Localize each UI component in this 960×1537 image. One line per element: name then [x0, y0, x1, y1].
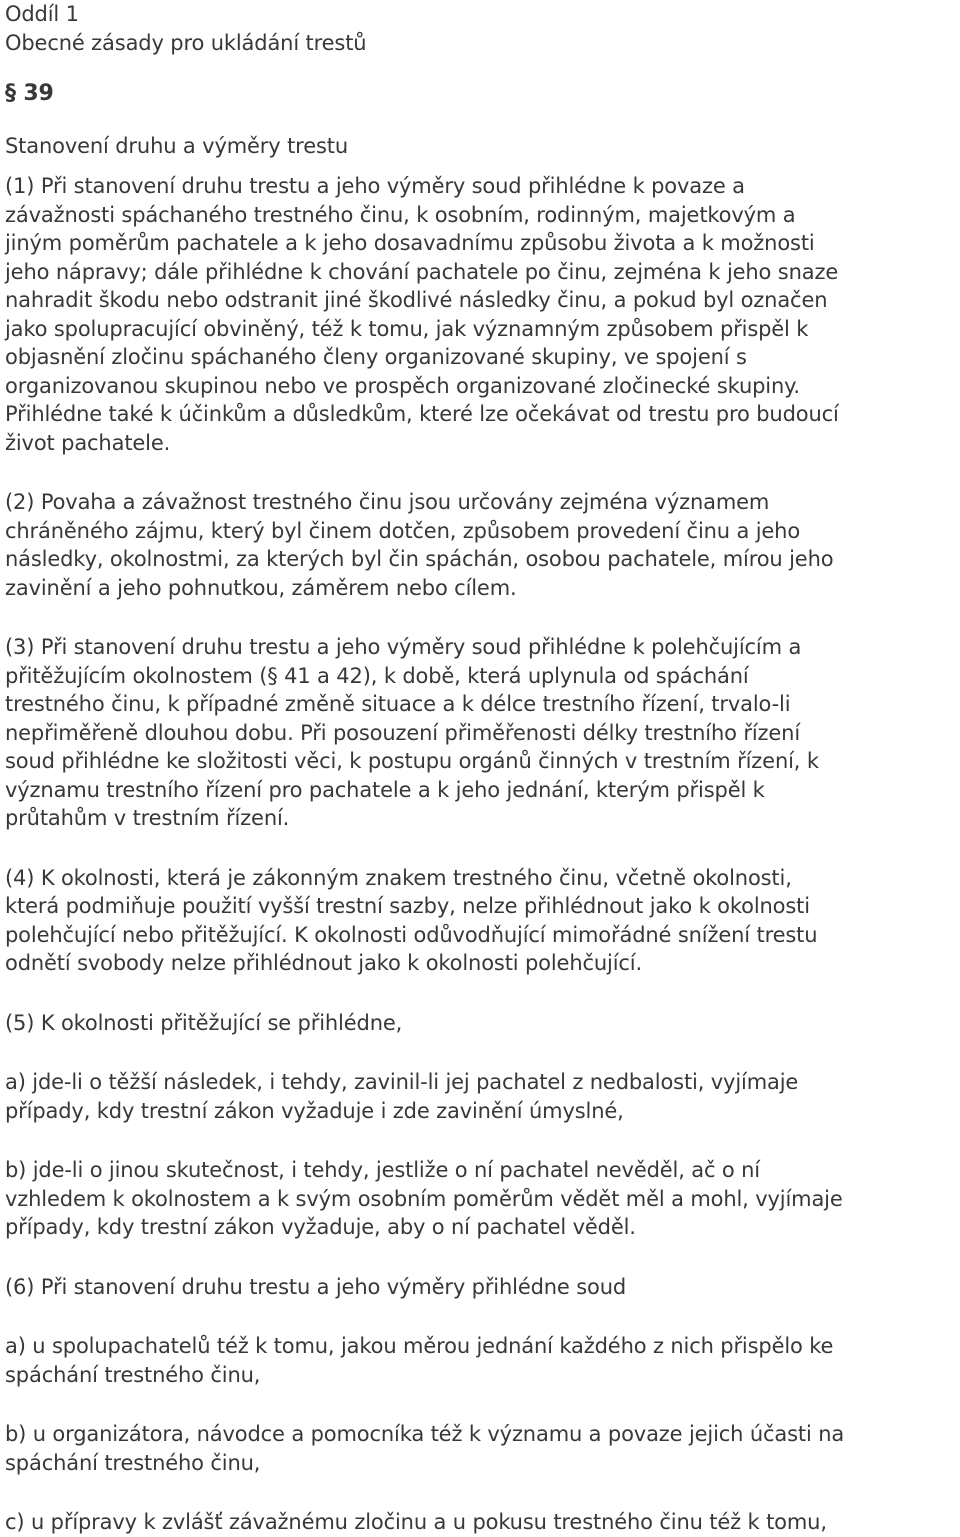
paragraph-line: nahradit škodu nebo odstranit jiné škodlivé následky činu, a pokud byl označen	[5, 288, 828, 312]
paragraph	[5, 1420, 957, 1477]
section-title: Stanovení druhu a výměry trestu	[5, 133, 348, 158]
paragraph-line: b) u organizátora, návodce a pomocníka též k významu a povaze jejich účasti na	[5, 1422, 845, 1446]
paragraph-line: významu trestního řízení pro pachatele a k jeho jednání, kterým přispěl k	[5, 777, 765, 802]
paragraph-line: případy, kdy trestní zákon vyžaduje, aby o ní pachatel věděl.	[5, 1215, 636, 1239]
paragraph-line: případy, kdy trestní zákon vyžaduje i zde zavinění úmyslné,	[5, 1098, 624, 1123]
paragraph-line: která podmiňuje použití vyšší trestní sazby, nelze přihlédnout jako k okolnosti	[5, 894, 810, 918]
part-heading: Oddíl 1	[5, 2, 79, 26]
paragraph-line: nepřiměřeně dlouhou dobu. Při posouzení přiměřenosti délky trestního řízení	[5, 720, 801, 745]
paragraph-line: a) u spolupachatelů též k tomu, jakou měrou jednání každého z nich přispělo ke	[5, 1334, 834, 1358]
paragraph-line: (1) Při stanovení druhu trestu a jeho výměry soud přihlédne k povaze a	[5, 174, 745, 198]
paragraph-line: b) jde-li o jinou skutečnost, i tehdy, jestliže o ní pachatel nevěděl, ač o ní	[5, 1158, 760, 1182]
paragraph-line: zavinění a jeho pohnutkou, záměrem nebo cílem.	[5, 575, 517, 600]
paragraph-line: objasnění zločinu spáchaného členy organizované skupiny, ve spojení s	[5, 345, 747, 369]
paragraph	[5, 172, 957, 457]
paragraph-line: c) u přípravy k zvlášť závažnému zločinu a u pokusu trestného činu též k tomu,	[5, 1510, 827, 1534]
paragraph-line: následky, okolnostmi, za kterých byl čin spáchán, osobou pachatele, mírou jeho	[5, 547, 834, 571]
section-body	[5, 172, 957, 1537]
part-title: Obecné zásady pro ukládání trestů	[5, 30, 367, 55]
paragraph-line: a) jde-li o těžší následek, i tehdy, zavinil-li jej pachatel z nedbalosti, vyjímaje	[5, 1070, 799, 1094]
paragraph-line: jeho nápravy; dále přihlédne k chování pachatele po činu, zejména k jeho snaze	[5, 259, 839, 284]
document-page	[5, 0, 957, 1537]
paragraph-line: život pachatele.	[5, 430, 171, 455]
paragraph-line: (6) Při stanovení druhu trestu a jeho výměry přihlédne soud	[5, 1274, 627, 1299]
paragraph	[5, 864, 957, 978]
paragraph-line: soud přihlédne ke složitosti věci, k postupu orgánů činných v trestním řízení, k	[5, 749, 819, 773]
paragraph-line: trestného činu, k případné změně situace a k délce trestního řízení, trvalo-li	[5, 692, 791, 716]
paragraph-line: Přihlédne také k účinkům a důsledkům, které lze očekávat od trestu pro budoucí	[5, 402, 839, 426]
paragraph-line: odnětí svobody nelze přihlédnout jako k okolnosti polehčující.	[5, 951, 643, 975]
paragraph-line: spáchání trestného činu,	[5, 1362, 261, 1387]
paragraph	[5, 633, 957, 833]
paragraph	[5, 1156, 957, 1242]
paragraph-line: vzhledem k okolnostem a k svým osobním poměrům vědět měl a mohl, vyjímaje	[5, 1186, 843, 1211]
paragraph	[5, 1508, 957, 1537]
paragraph-line: chráněného zájmu, který byl činem dotčen, způsobem provedení činu a jeho	[5, 518, 801, 543]
paragraph-line: polehčující nebo přitěžující. K okolnosti odůvodňující mimořádné snížení trestu	[5, 922, 818, 947]
paragraph-line: průtahům v trestním řízení.	[5, 806, 290, 830]
paragraph	[5, 1068, 957, 1125]
paragraph	[5, 488, 957, 602]
section-number: § 39	[5, 81, 54, 106]
paragraph-line: spáchání trestného činu,	[5, 1450, 261, 1475]
paragraph-line: jako spolupracující obviněný, též k tomu, jak významným způsobem přispěl k	[5, 316, 809, 341]
paragraph-line: (3) Při stanovení druhu trestu a jeho výměry soud přihlédne k polehčujícím a	[5, 635, 802, 659]
paragraph	[5, 1273, 957, 1302]
paragraph-line: závažnosti spáchaného trestného činu, k osobním, rodinným, majetkovým a	[5, 202, 796, 227]
paragraph-line: přitěžujícím okolnostem (§ 41 a 42), k době, která uplynula od spáchání	[5, 663, 749, 688]
paragraph-line: jiným poměrům pachatele a k jeho dosavadnímu způsobu života a k možnosti	[5, 231, 815, 255]
paragraph	[5, 1332, 957, 1389]
paragraph-line: (5) K okolnosti přitěžující se přihlédne,	[5, 1010, 403, 1035]
paragraph-line: (2) Povaha a závažnost trestného činu jsou určovány zejména významem	[5, 490, 770, 514]
paragraph-line: (4) K okolnosti, která je zákonným znakem trestného činu, včetně okolnosti,	[5, 865, 792, 890]
paragraph	[5, 1009, 957, 1038]
paragraph-line: organizovanou skupinou nebo ve prospěch organizované zločinecké skupiny.	[5, 373, 800, 398]
